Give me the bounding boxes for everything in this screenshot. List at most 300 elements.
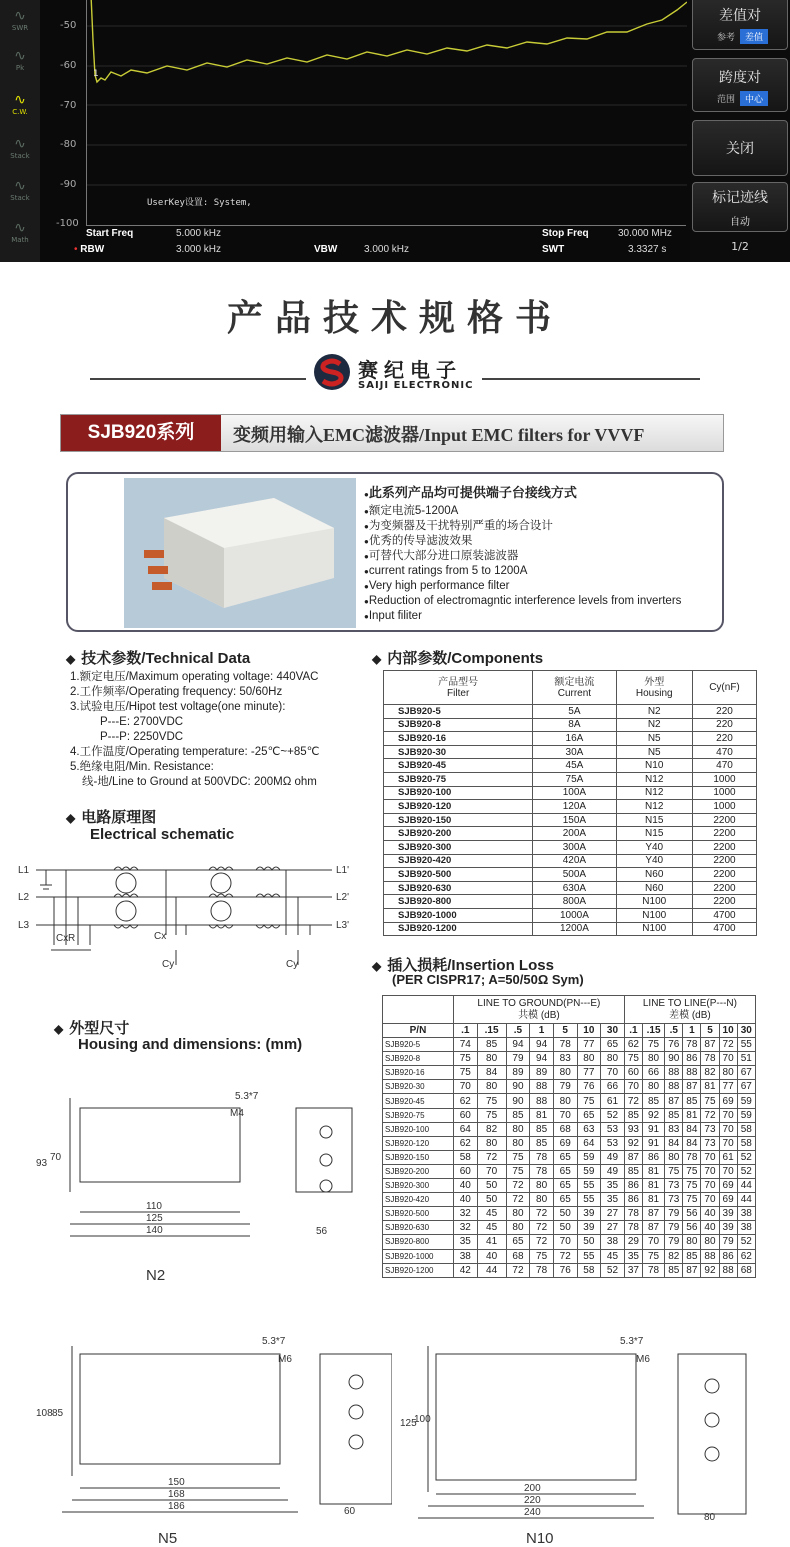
table-cell: 81 bbox=[642, 1193, 664, 1207]
table-cell: SJB920-500 bbox=[384, 868, 533, 882]
softkey-panel bbox=[690, 0, 790, 262]
table-cell: N15 bbox=[616, 827, 692, 841]
table-cell: 80 bbox=[642, 1052, 664, 1066]
housing-heading-en: Housing and dimensions: (mm) bbox=[78, 1036, 303, 1053]
table-cell: 89 bbox=[506, 1066, 530, 1080]
table-row bbox=[384, 705, 757, 719]
table-cell: 60 bbox=[453, 1108, 477, 1122]
diamond-icon: ◆ bbox=[372, 959, 382, 973]
label-l3-out: L3' bbox=[336, 920, 350, 931]
n2-dimension-drawing bbox=[30, 1088, 360, 1260]
table-cell: SJB920-630 bbox=[383, 1221, 454, 1235]
n10-height-outer: 125 bbox=[400, 1418, 417, 1429]
group-header: LINE TO GROUND(PN---E) 共模 (dB) bbox=[453, 996, 624, 1024]
table-cell: SJB920-150 bbox=[383, 1150, 454, 1164]
table-cell: 38 bbox=[601, 1235, 625, 1249]
trace-icon: ∿ bbox=[14, 8, 26, 24]
table-cell: 32 bbox=[453, 1221, 477, 1235]
n10-width-2: 220 bbox=[524, 1495, 541, 1506]
table-cell: 87 bbox=[701, 1038, 719, 1052]
y-tick-label: -90 bbox=[60, 179, 77, 190]
table-row bbox=[384, 922, 757, 936]
table-cell: SJB920-5 bbox=[384, 705, 533, 719]
n2-width-2: 125 bbox=[146, 1213, 163, 1224]
analyzer-sidebar bbox=[0, 0, 40, 262]
table-cell: 59 bbox=[737, 1094, 755, 1108]
table-cell: 150A bbox=[533, 813, 616, 827]
close-softkey[interactable]: 关闭 bbox=[692, 120, 788, 176]
page-indicator: 1/2 bbox=[731, 240, 749, 253]
feature-item: ● 额定电流5-1200A bbox=[364, 504, 724, 519]
table-cell: 75 bbox=[683, 1164, 701, 1178]
table-cell: SJB920-200 bbox=[384, 827, 533, 841]
table-cell: 80 bbox=[553, 1094, 577, 1108]
table-cell: SJB920-1000 bbox=[383, 1249, 454, 1263]
label-cx: Cx bbox=[154, 931, 167, 942]
table-cell: 70 bbox=[624, 1080, 642, 1094]
table-cell: 76 bbox=[577, 1080, 601, 1094]
n2-width-3: 140 bbox=[146, 1225, 163, 1236]
table-cell: 78 bbox=[642, 1263, 664, 1277]
table-cell: 94 bbox=[530, 1052, 554, 1066]
table-cell: 50 bbox=[577, 1235, 601, 1249]
freq-header: .5 bbox=[665, 1024, 683, 1038]
table-cell: SJB920-1200 bbox=[383, 1263, 454, 1277]
table-cell: 75 bbox=[530, 1249, 554, 1263]
table-cell: SJB920-75 bbox=[384, 772, 533, 786]
table-cell: SJB920-1000 bbox=[384, 908, 533, 922]
table-cell: 81 bbox=[642, 1164, 664, 1178]
table-cell: 90 bbox=[506, 1080, 530, 1094]
table-cell: 30A bbox=[533, 745, 616, 759]
marker-label: 1 bbox=[93, 69, 99, 79]
feature-box bbox=[66, 472, 724, 632]
table-cell: 72 bbox=[530, 1207, 554, 1221]
table-cell: 35 bbox=[601, 1179, 625, 1193]
table-cell: 88 bbox=[530, 1094, 554, 1108]
table-cell: 86 bbox=[719, 1249, 737, 1263]
table-cell: 65 bbox=[601, 1038, 625, 1052]
trace-icon: ∿ bbox=[14, 92, 26, 108]
freq-header: 1 bbox=[530, 1024, 554, 1038]
table-cell: 84 bbox=[665, 1136, 683, 1150]
n5-height-inner: 85 bbox=[52, 1408, 64, 1419]
trace-icon: ∿ bbox=[14, 220, 26, 236]
table-row bbox=[383, 1094, 756, 1108]
table-cell: 74 bbox=[453, 1038, 477, 1052]
table-cell: 70 bbox=[701, 1164, 719, 1178]
schematic-heading-en: Electrical schematic bbox=[90, 826, 235, 843]
col-header: 额定电流 Current bbox=[533, 671, 616, 705]
n2-hole-label: 5.3*7 bbox=[235, 1091, 259, 1102]
table-cell: 69 bbox=[719, 1193, 737, 1207]
table-cell: 85 bbox=[665, 1263, 683, 1277]
diff-opt-diff[interactable]: 差值 bbox=[740, 29, 768, 44]
table-cell: SJB920-500 bbox=[383, 1207, 454, 1221]
table-cell: 85 bbox=[477, 1038, 506, 1052]
table-cell: 62 bbox=[737, 1249, 755, 1263]
table-cell: 60 bbox=[624, 1066, 642, 1080]
table-cell: 1000 bbox=[692, 786, 756, 800]
table-cell: 68 bbox=[737, 1263, 755, 1277]
components-table bbox=[383, 670, 757, 936]
n2-caption: N2 bbox=[146, 1267, 166, 1284]
span-opt-center[interactable]: 中心 bbox=[740, 91, 768, 106]
table-cell: 63 bbox=[577, 1122, 601, 1136]
feature-item: ● 优秀的传导滤波效果 bbox=[364, 534, 724, 549]
table-cell: 44 bbox=[477, 1263, 506, 1277]
span-opt-range[interactable]: 范围 bbox=[716, 95, 735, 105]
table-row bbox=[384, 895, 757, 909]
table-cell: 80 bbox=[477, 1052, 506, 1066]
divider bbox=[482, 378, 700, 380]
table-cell: 87 bbox=[624, 1150, 642, 1164]
table-cell: 8A bbox=[533, 718, 616, 732]
diff-opt-ref[interactable]: 参考 bbox=[716, 33, 735, 43]
table-cell: SJB920-630 bbox=[384, 881, 533, 895]
table-cell: 75 bbox=[624, 1052, 642, 1066]
table-cell: 84 bbox=[683, 1136, 701, 1150]
rbw-indicator-icon: • bbox=[74, 244, 81, 255]
table-row bbox=[384, 840, 757, 854]
table-cell: 78 bbox=[530, 1150, 554, 1164]
table-cell: 58 bbox=[737, 1122, 755, 1136]
table-cell: 51 bbox=[737, 1052, 755, 1066]
n10-hole-label: 5.3*7 bbox=[620, 1336, 644, 1347]
table-cell: 70 bbox=[719, 1122, 737, 1136]
feature-item: ● 为变频器及干扰特别严重的场合设计 bbox=[364, 519, 724, 534]
table-cell: 77 bbox=[719, 1080, 737, 1094]
table-cell: 85 bbox=[642, 1094, 664, 1108]
table-cell: 65 bbox=[553, 1179, 577, 1193]
freq-header: .15 bbox=[477, 1024, 506, 1038]
table-cell: 44 bbox=[737, 1179, 755, 1193]
table-cell: 86 bbox=[624, 1179, 642, 1193]
table-cell: 59 bbox=[737, 1108, 755, 1122]
tech-line: P---E: 2700VDC bbox=[100, 716, 184, 728]
tech-line: 3.试验电压/Hipot test voltage(one minute): bbox=[70, 701, 286, 713]
table-cell: 70 bbox=[553, 1235, 577, 1249]
table-cell: SJB920-45 bbox=[383, 1094, 454, 1108]
table-cell: 89 bbox=[530, 1066, 554, 1080]
n5-hole-label: 5.3*7 bbox=[262, 1336, 286, 1347]
table-cell: 80 bbox=[577, 1052, 601, 1066]
table-cell: 52 bbox=[737, 1150, 755, 1164]
rbw-row: • RBW bbox=[74, 244, 105, 255]
table-cell: 72 bbox=[477, 1150, 506, 1164]
table-cell: 65 bbox=[553, 1193, 577, 1207]
table-cell: 94 bbox=[530, 1038, 554, 1052]
table-cell: 79 bbox=[665, 1207, 683, 1221]
sidebar-item[interactable]: ∿ Stack bbox=[4, 136, 36, 172]
table-cell: 66 bbox=[642, 1066, 664, 1080]
n10-dimension-drawing bbox=[400, 1330, 772, 1530]
n5-dimension-drawing bbox=[32, 1330, 392, 1530]
table-cell: 88 bbox=[665, 1080, 683, 1094]
table-cell: 86 bbox=[642, 1150, 664, 1164]
table-cell: 53 bbox=[601, 1122, 625, 1136]
feature-item: ● 可替代大部分进口原装滤波器 bbox=[364, 549, 724, 564]
tech-line: 2.工作频率/Operating frequency: 50/60Hz bbox=[70, 686, 283, 698]
series-banner bbox=[60, 414, 724, 452]
table-cell: 85 bbox=[624, 1108, 642, 1122]
table-cell: 29 bbox=[624, 1235, 642, 1249]
table-cell: 81 bbox=[701, 1080, 719, 1094]
table-cell: 75 bbox=[477, 1108, 506, 1122]
table-row bbox=[384, 772, 757, 786]
feature-item: ● current ratings from 5 to 1200A bbox=[364, 564, 724, 579]
freq-header: 10 bbox=[577, 1024, 601, 1038]
table-cell: 75 bbox=[683, 1179, 701, 1193]
table-cell: 62 bbox=[624, 1038, 642, 1052]
table-cell: 500A bbox=[533, 868, 616, 882]
table-cell: 87 bbox=[642, 1221, 664, 1235]
table-cell: 79 bbox=[553, 1080, 577, 1094]
table-row bbox=[383, 1038, 756, 1052]
table-cell: 64 bbox=[453, 1122, 477, 1136]
table-cell: 38 bbox=[737, 1221, 755, 1235]
table-cell: 85 bbox=[683, 1249, 701, 1263]
table-cell: 300A bbox=[533, 840, 616, 854]
freq-header: 5 bbox=[701, 1024, 719, 1038]
table-cell: 87 bbox=[683, 1080, 701, 1094]
table-cell: 38 bbox=[453, 1249, 477, 1263]
table-cell: 1000 bbox=[692, 800, 756, 814]
table-cell: 92 bbox=[624, 1136, 642, 1150]
table-cell: 85 bbox=[530, 1136, 554, 1150]
table-cell: 80 bbox=[506, 1221, 530, 1235]
table-cell: 81 bbox=[683, 1108, 701, 1122]
table-cell: 41 bbox=[477, 1235, 506, 1249]
table-cell: 69 bbox=[719, 1179, 737, 1193]
table-cell: 83 bbox=[553, 1052, 577, 1066]
n2-width-1: 110 bbox=[146, 1201, 162, 1212]
freq-header: 10 bbox=[719, 1024, 737, 1038]
table-cell: N15 bbox=[616, 813, 692, 827]
table-cell: 70 bbox=[477, 1164, 506, 1178]
table-cell: 79 bbox=[719, 1235, 737, 1249]
sidebar-item[interactable]: ∿ C.W. bbox=[4, 92, 36, 128]
table-cell: 64 bbox=[577, 1136, 601, 1150]
sidebar-item[interactable]: ∿ Pk bbox=[4, 48, 36, 84]
table-cell: 58 bbox=[737, 1136, 755, 1150]
n10-depth: 80 bbox=[704, 1512, 716, 1523]
series-name: SJB920系列 bbox=[61, 415, 221, 451]
n5-width-1: 150 bbox=[168, 1477, 185, 1488]
table-cell: 220 bbox=[692, 732, 756, 746]
table-cell: 72 bbox=[530, 1221, 554, 1235]
label-cy: Cy bbox=[286, 959, 299, 970]
table-cell: 72 bbox=[553, 1249, 577, 1263]
table-cell: 800A bbox=[533, 895, 616, 909]
table-cell: 73 bbox=[701, 1122, 719, 1136]
table-cell: 82 bbox=[665, 1249, 683, 1263]
table-cell: 72 bbox=[701, 1108, 719, 1122]
swt-value: 3.3327 s bbox=[628, 244, 667, 255]
table-cell: 2200 bbox=[692, 881, 756, 895]
table-cell: 85 bbox=[530, 1122, 554, 1136]
table-cell: 72 bbox=[530, 1235, 554, 1249]
table-cell: 80 bbox=[530, 1193, 554, 1207]
table-cell: N5 bbox=[616, 745, 692, 759]
y-tick-label: -50 bbox=[60, 20, 77, 31]
table-cell: SJB920-800 bbox=[383, 1235, 454, 1249]
table-cell: 80 bbox=[701, 1235, 719, 1249]
table-cell: 90 bbox=[665, 1052, 683, 1066]
table-row bbox=[383, 1066, 756, 1080]
table-cell: 37 bbox=[624, 1263, 642, 1277]
table-cell: 75 bbox=[453, 1066, 477, 1080]
table-cell: 100A bbox=[533, 786, 616, 800]
diamond-icon: ◆ bbox=[66, 811, 76, 825]
table-cell: 78 bbox=[624, 1207, 642, 1221]
table-cell: 61 bbox=[719, 1150, 737, 1164]
table-cell: 27 bbox=[601, 1221, 625, 1235]
insertion-heading: ◆ 插入损耗/Insertion Loss bbox=[372, 957, 554, 974]
freq-header: .1 bbox=[453, 1024, 477, 1038]
table-cell: 93 bbox=[624, 1122, 642, 1136]
n5-thread-label: M6 bbox=[278, 1354, 292, 1365]
table-row bbox=[384, 881, 757, 895]
stop-freq-value: 30.000 MHz bbox=[618, 228, 672, 239]
col-header: 产品型号 Filter bbox=[384, 671, 533, 705]
table-cell: 73 bbox=[701, 1136, 719, 1150]
table-cell: 77 bbox=[577, 1066, 601, 1080]
y-tick-label: -70 bbox=[60, 100, 77, 111]
table-cell: 39 bbox=[719, 1207, 737, 1221]
table-cell: 49 bbox=[601, 1164, 625, 1178]
freq-header: .5 bbox=[506, 1024, 530, 1038]
insertion-loss-table bbox=[382, 995, 756, 1278]
table-cell: 72 bbox=[719, 1038, 737, 1052]
n5-depth: 60 bbox=[344, 1506, 356, 1517]
diamond-icon: ◆ bbox=[54, 1022, 64, 1036]
table-cell: SJB920-120 bbox=[383, 1136, 454, 1150]
table-cell: 2200 bbox=[692, 827, 756, 841]
housing-heading: ◆ 外型尺寸 bbox=[54, 1020, 130, 1037]
table-cell: SJB920-1200 bbox=[384, 922, 533, 936]
spectrum-analyzer-screenshot bbox=[0, 0, 790, 262]
saiji-logo-icon bbox=[312, 352, 352, 392]
table-cell: 420A bbox=[533, 854, 616, 868]
table-cell: 16A bbox=[533, 732, 616, 746]
table-row bbox=[383, 1179, 756, 1193]
table-cell: 50 bbox=[477, 1179, 506, 1193]
table-cell: 75 bbox=[477, 1094, 506, 1108]
table-cell: 4700 bbox=[692, 922, 756, 936]
label-l2: L2 bbox=[18, 892, 30, 903]
table-cell: 84 bbox=[683, 1122, 701, 1136]
company-name-cn: 赛纪电子 bbox=[358, 358, 462, 382]
table-row bbox=[383, 1235, 756, 1249]
table-cell: SJB920-200 bbox=[383, 1164, 454, 1178]
table-cell: 92 bbox=[642, 1108, 664, 1122]
label-l1-out: L1' bbox=[336, 865, 350, 876]
table-cell: 80 bbox=[601, 1052, 625, 1066]
diamond-icon: ◆ bbox=[372, 652, 382, 666]
table-cell: 85 bbox=[624, 1164, 642, 1178]
table-cell: 2200 bbox=[692, 895, 756, 909]
diff-softkey[interactable]: 差值对 参考 差值 bbox=[692, 0, 788, 50]
table-row bbox=[383, 1122, 756, 1136]
pn-spacer bbox=[383, 996, 454, 1024]
table-cell: 83 bbox=[665, 1122, 683, 1136]
table-cell: 70 bbox=[719, 1108, 737, 1122]
table-cell: SJB920-8 bbox=[383, 1052, 454, 1066]
sidebar-item[interactable]: ∿ SWR bbox=[4, 8, 36, 44]
table-cell: 87 bbox=[642, 1207, 664, 1221]
marker-trace-softkey[interactable]: 标记迹线 自动 bbox=[692, 182, 788, 232]
table-cell: 56 bbox=[683, 1221, 701, 1235]
vbw-label: VBW bbox=[314, 244, 338, 255]
span-softkey[interactable]: 跨度对 范围 中心 bbox=[692, 58, 788, 112]
table-cell: 73 bbox=[665, 1193, 683, 1207]
table-cell: 78 bbox=[683, 1150, 701, 1164]
table-cell: 62 bbox=[453, 1094, 477, 1108]
stop-freq-label: Stop Freq bbox=[542, 228, 589, 239]
n5-width-3: 186 bbox=[168, 1501, 185, 1512]
sidebar-item[interactable]: ∿ Stack bbox=[4, 178, 36, 214]
table-cell: 70 bbox=[719, 1052, 737, 1066]
table-cell: 75 bbox=[577, 1094, 601, 1108]
table-cell: N10 bbox=[616, 759, 692, 773]
table-cell: 2200 bbox=[692, 840, 756, 854]
table-cell: 69 bbox=[553, 1136, 577, 1150]
table-cell: 1200A bbox=[533, 922, 616, 936]
table-row bbox=[383, 1164, 756, 1178]
table-cell: 470 bbox=[692, 759, 756, 773]
tech-line: 线-地/Line to Ground at 500VDC: 200MΩ ohm bbox=[82, 776, 317, 788]
table-cell: 76 bbox=[665, 1038, 683, 1052]
table-cell: 79 bbox=[506, 1052, 530, 1066]
freq-header: 30 bbox=[737, 1024, 755, 1038]
table-cell: N100 bbox=[616, 908, 692, 922]
table-cell: SJB920-420 bbox=[383, 1193, 454, 1207]
table-row bbox=[383, 1221, 756, 1235]
table-cell: 73 bbox=[665, 1179, 683, 1193]
table-cell: 80 bbox=[477, 1080, 506, 1094]
table-cell: 220 bbox=[692, 705, 756, 719]
table-cell: 84 bbox=[477, 1066, 506, 1080]
table-cell: 59 bbox=[577, 1150, 601, 1164]
table-cell: 45 bbox=[601, 1249, 625, 1263]
table-cell: SJB920-300 bbox=[384, 840, 533, 854]
tech-line: 5.绝缘电阻/Min. Resistance: bbox=[70, 761, 214, 773]
table-cell: Y40 bbox=[616, 854, 692, 868]
table-cell: 60 bbox=[453, 1164, 477, 1178]
table-cell: 91 bbox=[642, 1136, 664, 1150]
table-cell: 40 bbox=[477, 1249, 506, 1263]
table-cell: N60 bbox=[616, 881, 692, 895]
y-tick-label: -60 bbox=[60, 60, 77, 71]
swt-label: SWT bbox=[542, 244, 565, 255]
sidebar-item[interactable]: ∿ Math bbox=[4, 220, 36, 256]
table-cell: 80 bbox=[553, 1066, 577, 1080]
table-cell: 70 bbox=[601, 1066, 625, 1080]
table-cell: N100 bbox=[616, 895, 692, 909]
table-cell: 65 bbox=[577, 1108, 601, 1122]
table-cell: 55 bbox=[577, 1249, 601, 1263]
table-cell: SJB920-16 bbox=[383, 1066, 454, 1080]
company-logo-row bbox=[90, 352, 700, 396]
table-cell: SJB920-16 bbox=[384, 732, 533, 746]
table-cell: 72 bbox=[624, 1094, 642, 1108]
table-row bbox=[384, 908, 757, 922]
freq-header: 5 bbox=[553, 1024, 577, 1038]
label-l1: L1 bbox=[18, 865, 30, 876]
table-cell: N12 bbox=[616, 772, 692, 786]
table-cell: SJB920-100 bbox=[383, 1122, 454, 1136]
